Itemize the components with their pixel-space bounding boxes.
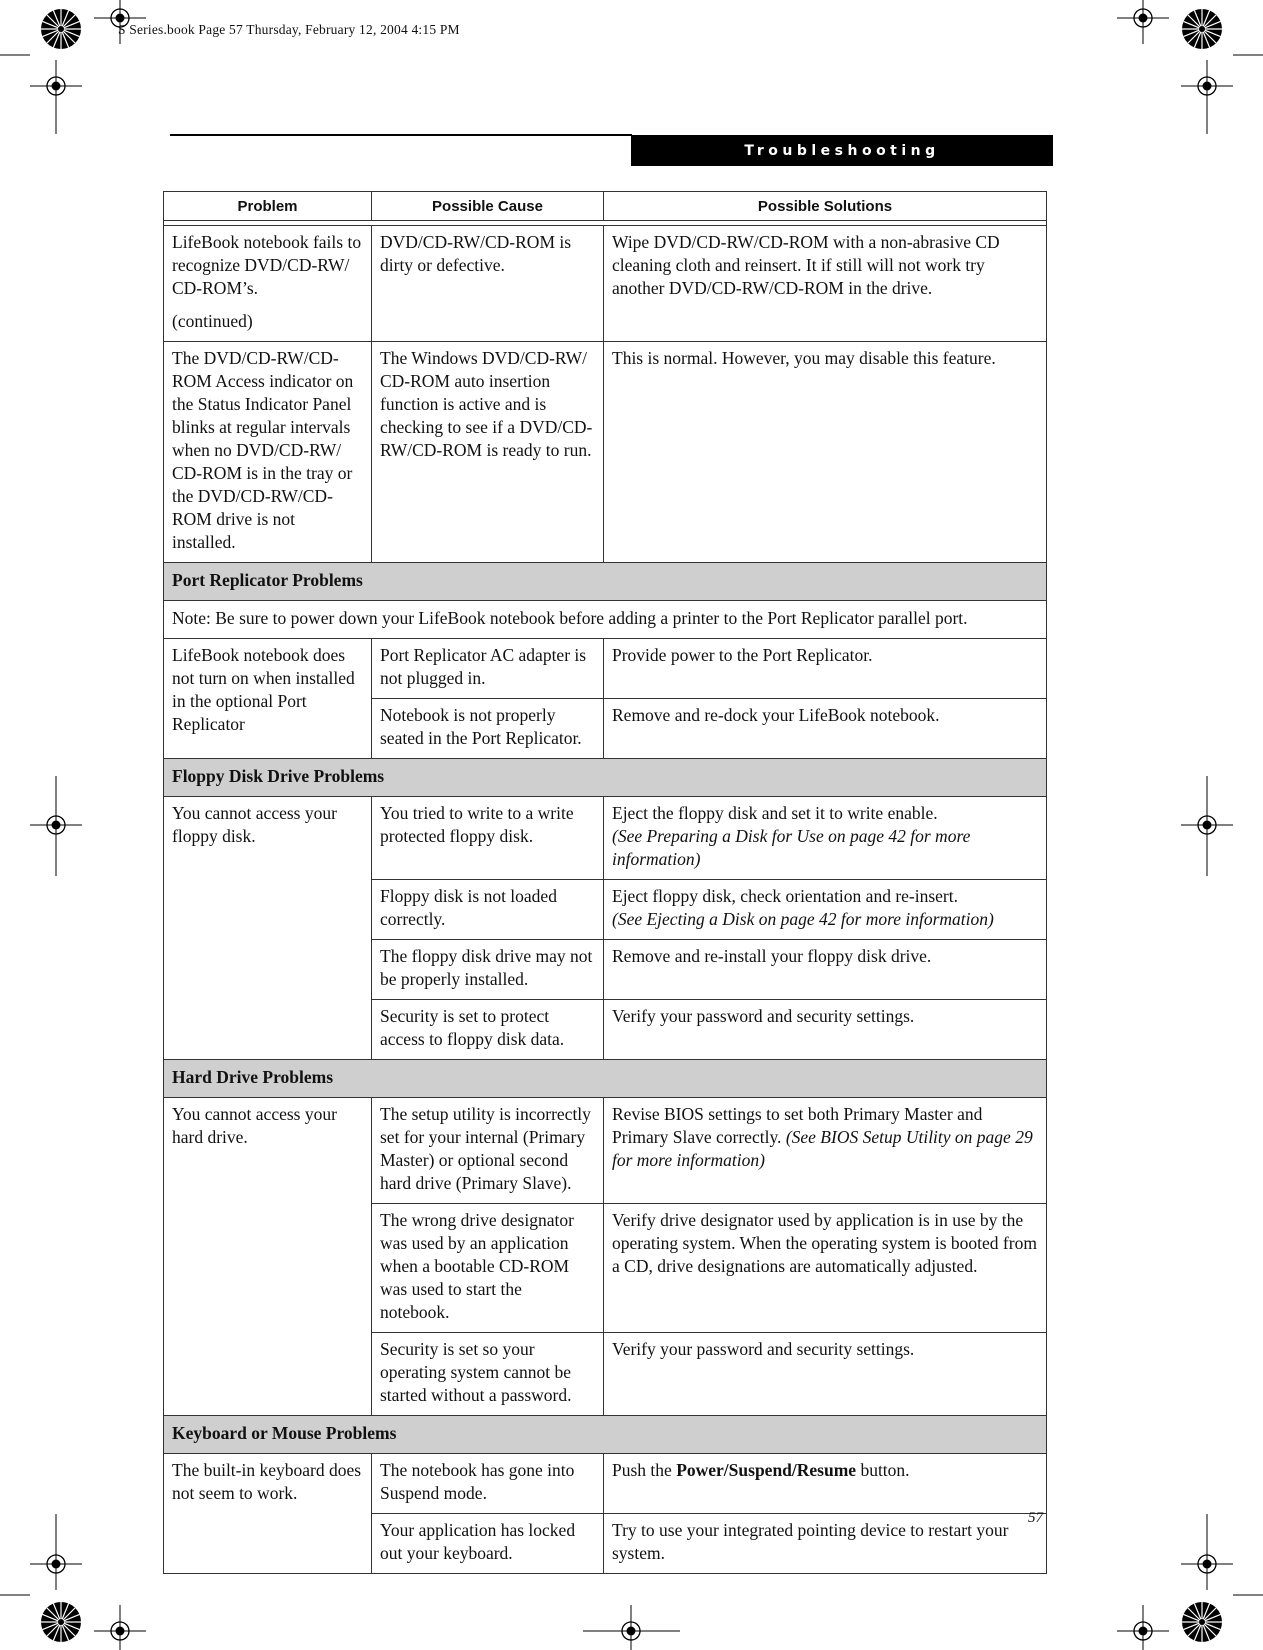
page-reference: (See Ejecting a Disk on page 42 for more information) bbox=[612, 909, 994, 929]
section-row-keyboard bbox=[164, 1416, 1047, 1454]
solution-cell bbox=[604, 1454, 1047, 1514]
cause-cell: The wrong drive designator was used by an application when a bootable CD-ROM was used to start the notebook. bbox=[372, 1204, 604, 1333]
solution-text: button. bbox=[860, 1460, 910, 1480]
continued-note: (continued) bbox=[172, 311, 253, 331]
page-number: 57 bbox=[1028, 1510, 1043, 1526]
solution-text: Eject the floppy disk and set it to write enable. bbox=[612, 803, 938, 823]
problem-cell: The DVD/CD-RW/CD-ROM Access indicator on the Status Indicator Panel blinks at regular intervals when no DVD/CD-RW/ CD-ROM is in the tray or the DVD/CD-RW/CD-ROM drive is not installed. bbox=[164, 342, 372, 563]
note-text: Note: Be sure to power down your LifeBook notebook before adding a printer to the Port Replicator parallel port. bbox=[164, 601, 1047, 639]
section-title: Floppy Disk Drive Problems bbox=[164, 759, 1047, 797]
section-header: Troubleshooting bbox=[631, 135, 1053, 166]
page-reference: (See Preparing a Disk for Use on page 42 for more information) bbox=[612, 826, 971, 869]
solution-cell: Remove and re-install your floppy disk drive. bbox=[604, 940, 1047, 1000]
section-row-port-replicator bbox=[164, 563, 1047, 601]
cause-cell: The Windows DVD/CD-RW/ CD-ROM auto insertion function is active and is checking to see if a DVD/CD-RW/CD-ROM is ready to run. bbox=[372, 342, 604, 563]
problem-cell: You cannot access your floppy disk. bbox=[164, 797, 372, 1060]
problem-text: LifeBook notebook fails to recognize DVD/CD-RW/ CD-ROM’s. bbox=[172, 232, 362, 298]
solution-text: Revise BIOS settings to set both Primary Master and Primary Slave correctly. bbox=[612, 1104, 983, 1147]
section-title: Port Replicator Problems bbox=[164, 563, 1047, 601]
solution-cell: Remove and re-dock your LifeBook notebook. bbox=[604, 699, 1047, 759]
solution-text: Push the bbox=[612, 1460, 672, 1480]
solution-cell: This is normal. However, you may disable this feature. bbox=[604, 342, 1047, 563]
cause-cell: Floppy disk is not loaded correctly. bbox=[372, 880, 604, 940]
cause-cell: Security is set to protect access to floppy disk data. bbox=[372, 1000, 604, 1060]
cause-cell: You tried to write to a write protected floppy disk. bbox=[372, 797, 604, 880]
cause-cell: DVD/CD-RW/CD-ROM is dirty or defective. bbox=[372, 226, 604, 342]
solution-cell bbox=[604, 880, 1047, 940]
header-rule bbox=[170, 134, 632, 136]
print-slug: S Series.book Page 57 Thursday, February 12, 2004 4:15 PM bbox=[118, 22, 460, 37]
solution-cell: Try to use your integrated pointing device to restart your system. bbox=[604, 1514, 1047, 1574]
table-row bbox=[164, 797, 1047, 880]
cause-cell: Your application has locked out your keyboard. bbox=[372, 1514, 604, 1574]
note-row bbox=[164, 601, 1047, 639]
section-title: Hard Drive Problems bbox=[164, 1060, 1047, 1098]
cause-cell: The notebook has gone into Suspend mode. bbox=[372, 1454, 604, 1514]
problem-cell: LifeBook notebook does not turn on when installed in the optional Port Replicator bbox=[164, 639, 372, 759]
table-row bbox=[164, 342, 1047, 563]
section-row-floppy bbox=[164, 759, 1047, 797]
section-row-hard-drive bbox=[164, 1060, 1047, 1098]
column-header-problem: Problem bbox=[164, 192, 372, 221]
cause-cell: The setup utility is incorrectly set for your internal (Primary Master) or optional second hard drive (Primary Slave). bbox=[372, 1098, 604, 1204]
column-header-solutions: Possible Solutions bbox=[604, 192, 1047, 221]
solution-cell: Provide power to the Port Replicator. bbox=[604, 639, 1047, 699]
table-header-row bbox=[164, 192, 1047, 221]
solution-cell: Verify your password and security settings. bbox=[604, 1333, 1047, 1416]
table-row bbox=[164, 1098, 1047, 1204]
problem-cell: You cannot access your hard drive. bbox=[164, 1098, 372, 1416]
button-name: Power/Suspend/Resume bbox=[676, 1460, 857, 1480]
cause-cell: Security is set so your operating system cannot be started without a password. bbox=[372, 1333, 604, 1416]
solution-cell bbox=[604, 1098, 1047, 1204]
problem-cell: The built-in keyboard does not seem to work. bbox=[164, 1454, 372, 1574]
solution-cell: Verify drive designator used by application is in use by the operating system. When the operating system is booted from a CD, drive designations are automatically adjusted. bbox=[604, 1204, 1047, 1333]
table-row bbox=[164, 639, 1047, 699]
solution-cell: Wipe DVD/CD-RW/CD-ROM with a non-abrasive CD cleaning cloth and reinsert. It if still will not work try another DVD/CD-RW/CD-ROM in the drive. bbox=[604, 226, 1047, 342]
page-reference: (See BIOS Setup Utility on page 29 for more information) bbox=[612, 1127, 1033, 1170]
cause-cell: Port Replicator AC adapter is not plugged in. bbox=[372, 639, 604, 699]
cause-cell: Notebook is not properly seated in the Port Replicator. bbox=[372, 699, 604, 759]
table-row bbox=[164, 226, 1047, 342]
solution-cell: Verify your password and security settings. bbox=[604, 1000, 1047, 1060]
solution-cell bbox=[604, 797, 1047, 880]
column-header-cause: Possible Cause bbox=[372, 192, 604, 221]
troubleshooting-table bbox=[163, 191, 1047, 1574]
table-row bbox=[164, 1454, 1047, 1514]
problem-cell bbox=[164, 226, 372, 342]
solution-text: Eject floppy disk, check orientation and re-insert. bbox=[612, 886, 958, 906]
section-title: Keyboard or Mouse Problems bbox=[164, 1416, 1047, 1454]
cause-cell: The floppy disk drive may not be properly installed. bbox=[372, 940, 604, 1000]
